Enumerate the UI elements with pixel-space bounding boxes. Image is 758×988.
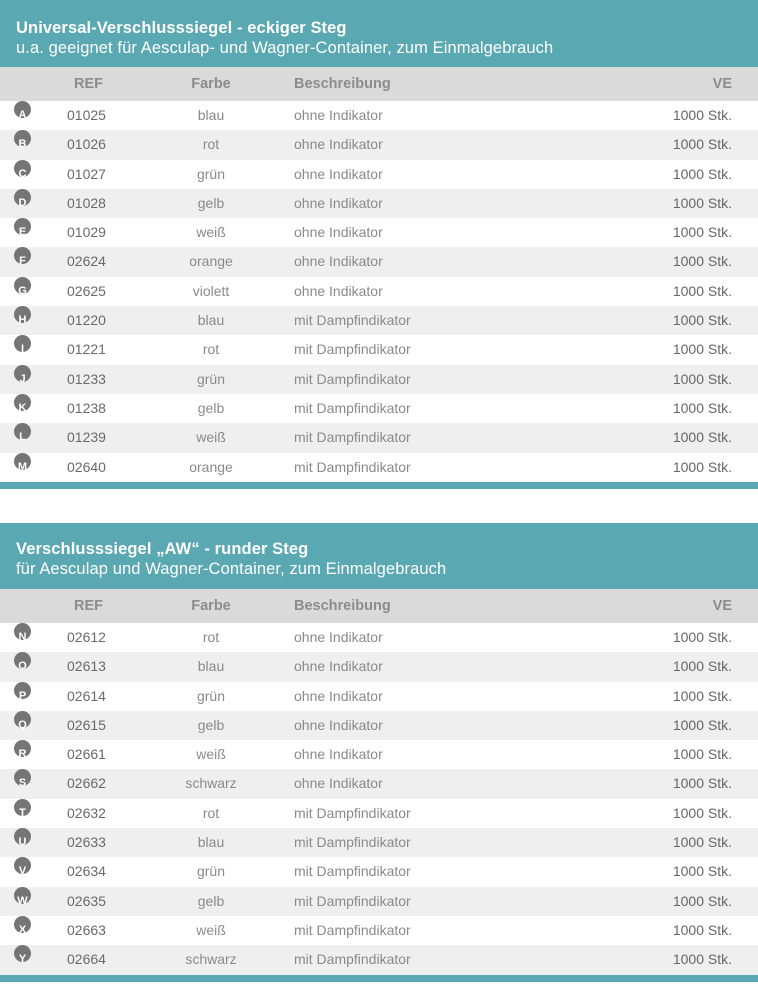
color-value: grün xyxy=(196,165,226,182)
column-header-farbe: Farbe xyxy=(191,598,231,614)
column-header-ve: VE xyxy=(712,76,732,92)
row-letter-badge: K xyxy=(14,394,31,411)
section-subtitle: u.a. geeignet für Aesculap- und Wagner-Container, zum Einmalgebrauch xyxy=(16,39,554,57)
row-letter-badge: X xyxy=(14,916,31,933)
row-letter-badge: M xyxy=(14,453,31,470)
color-value: rot xyxy=(202,341,220,358)
section-header xyxy=(0,0,758,67)
column-header-farbe: Farbe xyxy=(191,76,231,92)
color-value: blau xyxy=(197,658,225,675)
row-letter-badge: V xyxy=(14,857,31,874)
table-row xyxy=(0,365,758,394)
packaging-unit-value: 1000 Stk. xyxy=(672,804,732,821)
description-value: ohne Indikator xyxy=(294,253,383,270)
packaging-unit-value: 1000 Stk. xyxy=(672,224,732,241)
table-row xyxy=(0,277,758,306)
color-value: weiß xyxy=(196,921,226,938)
color-value: grün xyxy=(196,863,226,880)
packaging-unit-value: 1000 Stk. xyxy=(672,834,732,851)
color-value: violett xyxy=(192,282,230,299)
ref-number: 02634 xyxy=(67,863,106,880)
table-row xyxy=(0,652,758,681)
table-row xyxy=(0,160,758,189)
ref-number: 01026 xyxy=(67,136,106,153)
ref-number: 02625 xyxy=(67,282,106,299)
section-bottom-bar xyxy=(0,482,758,489)
color-value: blau xyxy=(197,107,225,123)
product-table-section xyxy=(0,523,758,982)
ref-number: 02612 xyxy=(67,629,106,645)
packaging-unit-value: 1000 Stk. xyxy=(672,892,732,909)
ref-number: 02662 xyxy=(67,775,106,792)
packaging-unit-value: 1000 Stk. xyxy=(672,687,732,704)
ref-number: 02613 xyxy=(67,658,106,675)
table-row xyxy=(0,740,758,769)
row-letter-badge: G xyxy=(14,277,31,294)
column-header-row xyxy=(0,589,758,623)
color-value: orange xyxy=(189,253,233,270)
table-row xyxy=(0,453,758,482)
color-value: rot xyxy=(202,136,220,153)
column-header-ref: REF xyxy=(74,598,103,614)
table-row xyxy=(0,335,758,364)
table-row xyxy=(0,247,758,276)
color-value: weiß xyxy=(196,224,226,241)
row-letter-badge: U xyxy=(14,828,31,845)
ref-number: 01233 xyxy=(67,370,106,387)
table-row xyxy=(0,916,758,945)
packaging-unit-value: 1000 Stk. xyxy=(672,658,732,675)
ref-number: 01025 xyxy=(67,107,106,123)
product-table-section xyxy=(0,0,758,489)
column-header-beschreibung: Beschreibung xyxy=(294,76,391,92)
packaging-unit-value: 1000 Stk. xyxy=(672,863,732,880)
column-header-beschreibung: Beschreibung xyxy=(294,598,391,614)
color-value: schwarz xyxy=(185,775,237,792)
packaging-unit-value: 1000 Stk. xyxy=(672,716,732,733)
ref-number: 02624 xyxy=(67,253,106,270)
row-letter-badge: O xyxy=(14,652,31,669)
ref-number: 02633 xyxy=(67,834,106,851)
ref-number: 02615 xyxy=(67,716,106,733)
description-value: ohne Indikator xyxy=(294,658,383,675)
description-value: mit Dampfindikator xyxy=(294,863,411,880)
description-value: ohne Indikator xyxy=(294,282,383,299)
row-letter-badge: Q xyxy=(14,711,31,728)
ref-number: 01028 xyxy=(67,194,106,211)
packaging-unit-value: 1000 Stk. xyxy=(672,746,732,763)
row-letter-badge: L xyxy=(14,423,31,440)
color-value: weiß xyxy=(196,429,226,446)
color-value: grün xyxy=(196,687,226,704)
row-letter-badge: I xyxy=(14,335,31,352)
color-value: rot xyxy=(202,804,220,821)
color-value: gelb xyxy=(197,194,225,211)
description-value: ohne Indikator xyxy=(294,746,383,763)
row-letter-badge: D xyxy=(14,189,31,206)
packaging-unit-value: 1000 Stk. xyxy=(672,312,732,329)
row-letter-badge: W xyxy=(14,887,31,904)
ref-number: 01029 xyxy=(67,224,106,241)
description-value: ohne Indikator xyxy=(294,224,383,241)
description-value: mit Dampfindikator xyxy=(294,892,411,909)
section-title: Verschlusssiegel „AW“ - runder Steg xyxy=(16,540,309,558)
packaging-unit-value: 1000 Stk. xyxy=(672,107,732,123)
table-row xyxy=(0,101,758,130)
packaging-unit-value: 1000 Stk. xyxy=(672,775,732,792)
color-value: blau xyxy=(197,312,225,329)
table-row xyxy=(0,423,758,452)
description-value: ohne Indikator xyxy=(294,629,383,645)
packaging-unit-value: 1000 Stk. xyxy=(672,951,732,968)
ref-number: 02640 xyxy=(67,458,106,475)
packaging-unit-value: 1000 Stk. xyxy=(672,341,732,358)
table-row xyxy=(0,682,758,711)
ref-number: 01027 xyxy=(67,165,106,182)
description-value: mit Dampfindikator xyxy=(294,312,411,329)
packaging-unit-value: 1000 Stk. xyxy=(672,399,732,416)
column-header-ref: REF xyxy=(74,76,103,92)
row-letter-badge: Y xyxy=(14,945,31,962)
description-value: mit Dampfindikator xyxy=(294,341,411,358)
row-letter-badge: F xyxy=(14,247,31,264)
packaging-unit-value: 1000 Stk. xyxy=(672,253,732,270)
description-value: mit Dampfindikator xyxy=(294,921,411,938)
row-letter-badge: T xyxy=(14,799,31,816)
row-letter-badge: P xyxy=(14,682,31,699)
color-value: gelb xyxy=(197,892,225,909)
description-value: ohne Indikator xyxy=(294,107,383,123)
color-value: rot xyxy=(202,629,220,645)
table-row xyxy=(0,623,758,652)
packaging-unit-value: 1000 Stk. xyxy=(672,370,732,387)
row-letter-badge: J xyxy=(14,365,31,382)
column-header-ve: VE xyxy=(712,598,732,614)
description-value: mit Dampfindikator xyxy=(294,951,411,968)
packaging-unit-value: 1000 Stk. xyxy=(672,165,732,182)
table-body xyxy=(0,101,758,482)
row-letter-badge: N xyxy=(14,623,31,640)
packaging-unit-value: 1000 Stk. xyxy=(672,921,732,938)
ref-number: 02635 xyxy=(67,892,106,909)
color-value: gelb xyxy=(197,399,225,416)
ref-number: 02632 xyxy=(67,804,106,821)
table-row xyxy=(0,189,758,218)
section-subtitle: für Aesculap und Wagner-Container, zum Einmalgebrauch xyxy=(16,560,447,578)
packaging-unit-value: 1000 Stk. xyxy=(672,194,732,211)
color-value: orange xyxy=(189,458,233,475)
description-value: mit Dampfindikator xyxy=(294,834,411,851)
section-bottom-bar xyxy=(0,975,758,982)
color-value: weiß xyxy=(196,746,226,763)
packaging-unit-value: 1000 Stk. xyxy=(672,629,732,645)
table-row xyxy=(0,799,758,828)
ref-number: 02663 xyxy=(67,921,106,938)
description-value: ohne Indikator xyxy=(294,687,383,704)
row-letter-badge: B xyxy=(14,130,31,147)
description-value: mit Dampfindikator xyxy=(294,399,411,416)
packaging-unit-value: 1000 Stk. xyxy=(672,429,732,446)
table-row xyxy=(0,306,758,335)
description-value: mit Dampfindikator xyxy=(294,429,411,446)
ref-number: 02614 xyxy=(67,687,106,704)
row-letter-badge: A xyxy=(14,101,31,118)
ref-number: 01220 xyxy=(67,312,106,329)
description-value: mit Dampfindikator xyxy=(294,804,411,821)
table-row xyxy=(0,130,758,159)
row-letter-badge: R xyxy=(14,740,31,757)
description-value: mit Dampfindikator xyxy=(294,370,411,387)
color-value: gelb xyxy=(197,716,225,733)
ref-number: 02661 xyxy=(67,746,106,763)
table-row xyxy=(0,945,758,974)
description-value: ohne Indikator xyxy=(294,775,383,792)
packaging-unit-value: 1000 Stk. xyxy=(672,458,732,475)
table-row xyxy=(0,769,758,798)
description-value: mit Dampfindikator xyxy=(294,458,411,475)
color-value: grün xyxy=(196,370,226,387)
table-row xyxy=(0,711,758,740)
table-row xyxy=(0,828,758,857)
packaging-unit-value: 1000 Stk. xyxy=(672,136,732,153)
table-row xyxy=(0,857,758,886)
column-header-row xyxy=(0,67,758,101)
ref-number: 01238 xyxy=(67,399,106,416)
color-value: schwarz xyxy=(185,951,237,968)
ref-number: 01221 xyxy=(67,341,106,358)
table-row xyxy=(0,887,758,916)
row-letter-badge: E xyxy=(14,218,31,235)
section-title: Universal-Verschlusssiegel - eckiger Steg xyxy=(16,19,347,37)
ref-number: 01239 xyxy=(67,429,106,446)
table-row xyxy=(0,218,758,247)
table-row xyxy=(0,394,758,423)
ref-number: 02664 xyxy=(67,951,106,968)
description-value: ohne Indikator xyxy=(294,194,383,211)
row-letter-badge: H xyxy=(14,306,31,323)
row-letter-badge: C xyxy=(14,160,31,177)
table-body xyxy=(0,623,758,975)
description-value: ohne Indikator xyxy=(294,165,383,182)
section-header xyxy=(0,523,758,589)
row-letter-badge: S xyxy=(14,769,31,786)
color-value: blau xyxy=(197,834,225,851)
packaging-unit-value: 1000 Stk. xyxy=(672,282,732,299)
description-value: ohne Indikator xyxy=(294,716,383,733)
description-value: ohne Indikator xyxy=(294,136,383,153)
